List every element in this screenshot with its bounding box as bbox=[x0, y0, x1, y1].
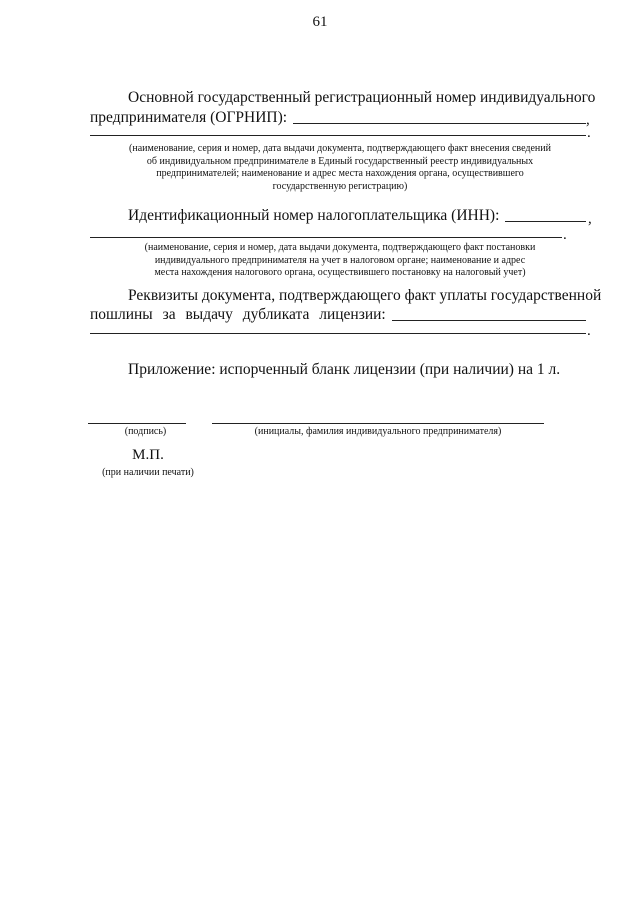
ogrnip-label-line2: предпринимателя (ОГРНИП): bbox=[90, 109, 288, 126]
inn-note bbox=[90, 242, 590, 280]
inn-period: . bbox=[563, 227, 567, 243]
stamp-label: М.П. bbox=[132, 447, 164, 463]
ogrnip-note-line: (наименование, серия и номер, дата выдачи документа, подтверждающего факт внесения сведений bbox=[129, 143, 551, 154]
inn-note-line: индивидуального предпринимателя на учет в налоговом органе; наименование и адрес bbox=[154, 254, 526, 266]
signature-caption: (подпись) bbox=[124, 426, 167, 437]
payment-continuation-line[interactable] bbox=[90, 333, 586, 334]
ogrnip-field-row bbox=[90, 108, 586, 128]
ogrnip-note bbox=[90, 143, 590, 193]
payment-field-row bbox=[90, 305, 586, 325]
inn-label: Идентификационный номер налогоплательщика (ИНН): bbox=[128, 207, 500, 224]
signature-line[interactable] bbox=[88, 423, 186, 424]
ogrnip-note-line: предпринимателей; наименование и адрес места нахождения органа, осуществившего bbox=[156, 168, 524, 179]
payment-label-line1: Реквизиты документа, подтверждающего факт уплаты государственной bbox=[128, 287, 602, 304]
inn-input-line[interactable] bbox=[505, 220, 586, 222]
payment-input-line[interactable] bbox=[392, 319, 586, 321]
ogrnip-period: . bbox=[587, 125, 591, 141]
payment-label-line2: пошлины за выдачу дубликата лицензии: bbox=[90, 306, 386, 323]
name-line[interactable] bbox=[212, 423, 544, 424]
ogrnip-continuation-line[interactable] bbox=[90, 135, 586, 136]
ogrnip-note-line: об индивидуальном предпринимателе в Единый государственный реестр индивидуальных bbox=[146, 155, 534, 167]
inn-note-line: (наименование, серия и номер, дата выдачи документа, подтверждающего факт постановки bbox=[144, 242, 536, 253]
inn-comma: , bbox=[588, 211, 592, 227]
inn-continuation-line[interactable] bbox=[90, 237, 562, 238]
payment-period: . bbox=[587, 323, 591, 339]
inn-note-line: места нахождения налогового органа, осуществившего постановку на налоговый учет) bbox=[154, 267, 526, 278]
page-number: 61 bbox=[312, 14, 328, 30]
attachment-text: Приложение: испорченный бланк лицензии (при наличии) на 1 л. bbox=[128, 361, 561, 378]
name-caption: (инициалы, фамилия индивидуального предпринимателя) bbox=[254, 426, 502, 437]
inn-field-row bbox=[128, 206, 586, 226]
ogrnip-comma: , bbox=[586, 112, 590, 128]
ogrnip-label-line1: Основной государственный регистрационный номер индивидуального bbox=[128, 89, 596, 106]
ogrnip-note-line: государственную регистрацию) bbox=[272, 180, 408, 192]
stamp-caption: (при наличии печати) bbox=[102, 467, 194, 478]
ogrnip-input-line[interactable] bbox=[293, 122, 586, 124]
